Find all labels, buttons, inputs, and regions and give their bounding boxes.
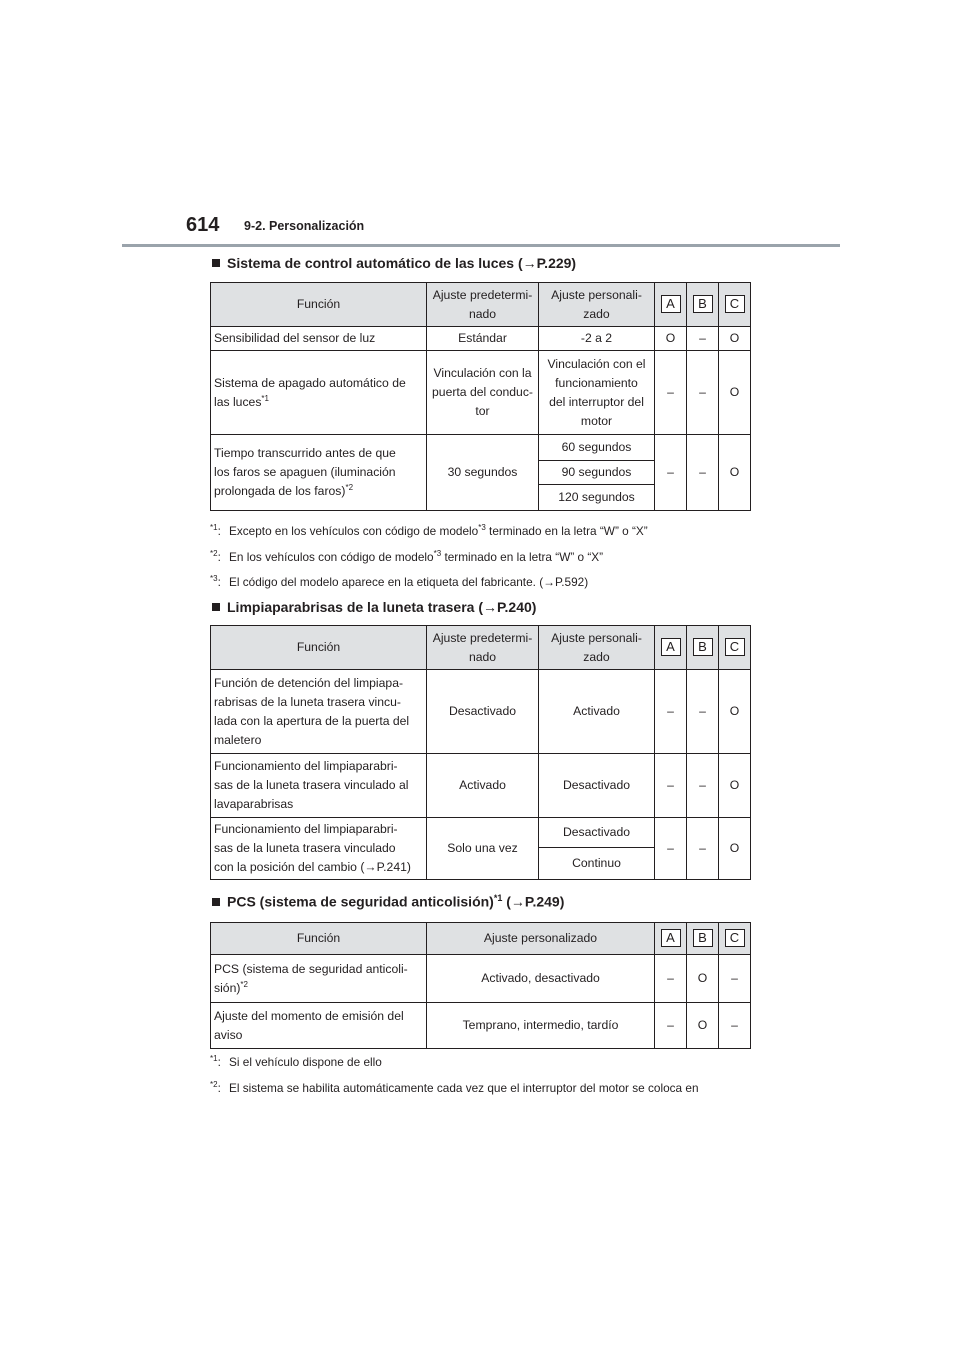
cell-c: – [719,1003,751,1049]
header-c [719,283,751,327]
square-bullet-icon [212,898,220,906]
page-ref-link[interactable]: P.241) [376,860,411,874]
cell-b: – [687,754,719,818]
box-c-icon: C [725,638,745,656]
footnote: $^{*2}$: El sistema se habilita automáticamente cada vez que el interruptor del motor se coloca en [210,1080,699,1095]
cell-a: – [655,670,687,754]
cell-custom-option: 90 segundos [539,461,655,485]
cell-b: O [687,955,719,1003]
table-header-row [211,923,751,955]
cell-function: Sensibilidad del sensor de luz [211,327,427,351]
cell-a: – [655,1003,687,1049]
cell-custom: Vinculación con el funcionamiento del interruptor del motor [539,351,655,435]
table-pcs [210,922,751,1049]
table-header-row [211,626,751,670]
cell-function: Función de detención del limpiapa- rabrisas de la luneta trasera vincu- lada con la apertura de la puerta del maletero [211,670,427,754]
header-funcion: Función [211,923,427,955]
cell-c: O [719,818,751,880]
footnote-ref: *1 [261,393,269,403]
section-title-pcs: PCS (sistema de seguridad anticolisión)$^{*1}$ (→P.249) [212,893,564,910]
cell-b: – [687,818,719,880]
cell-a: – [655,435,687,511]
cell-a: – [655,818,687,880]
cell-custom: Desactivado [539,754,655,818]
footnote: $^{*3}$: El código del modelo aparece en la etiqueta del fabricante. (→P.592) [210,574,589,589]
footnote-ref: *2 [240,979,248,989]
cell-function: Funcionamiento del limpiaparabri- sas de la luneta trasera vinculado con la posición del cambio (→P.241) [211,818,427,880]
square-bullet-icon [212,259,220,267]
table-luces [210,282,751,511]
section-title-limpiaparabrisas: Limpiaparabrisas de la luneta trasera (→P.240) [212,599,536,615]
cell-custom: Activado [539,670,655,754]
table-limpiaparabrisas [210,625,751,880]
cell-default: Solo una vez [427,818,539,880]
header-c [719,923,751,955]
cell-a: – [655,754,687,818]
cell-custom-option: 60 segundos [539,435,655,461]
cell-b: – [687,670,719,754]
cell-default: 30 segundos [427,435,539,511]
footnote-ref: *1 [493,893,503,903]
header-custom: Ajuste personalizado [427,923,655,955]
header-b [687,626,719,670]
table-row [211,327,751,351]
cell-c: O [719,351,751,435]
cell-a: – [655,351,687,435]
arrow-icon: → [483,599,497,615]
table-row [211,818,751,848]
header-default: Ajuste predetermi- nado [427,626,539,670]
footnote-ref: *2 [345,482,354,492]
table-row [211,351,751,435]
cell-c: O [719,435,751,511]
header-funcion: Función [211,283,427,327]
cell-b: – [687,351,719,435]
cell-function: Tiempo transcurrido antes de que los faros se apaguen (iluminación prolongada de los faros)$^{*2}$ [211,435,427,511]
square-bullet-icon [212,603,220,611]
cell-default: Activado [427,754,539,818]
page-ref-link[interactable]: P.592) [554,574,589,589]
cell-c: O [719,754,751,818]
box-c-icon: C [725,929,745,947]
cell-c: O [719,670,751,754]
table-row [211,670,751,754]
cell-a: – [655,955,687,1003]
header-custom: Ajuste personali- zado [539,283,655,327]
cell-custom-option: Desactivado [539,818,655,848]
page-number: 614 [186,214,220,236]
cell-custom-option: Continuo [539,848,655,880]
cell-custom: Temprano, intermedio, tardío [427,1003,655,1049]
cell-c: – [719,955,751,1003]
footnote: $^{*1}$: Si el vehículo dispone de ello [210,1054,382,1069]
box-a-icon: A [661,929,681,947]
box-b-icon: B [693,638,713,656]
cell-function: Ajuste del momento de emisión del aviso [211,1003,427,1049]
arrow-icon: → [364,860,377,874]
cell-custom-option: 120 segundos [539,485,655,511]
header-b [687,923,719,955]
header-b [687,283,719,327]
table-header-row [211,283,751,327]
arrow-icon: → [543,574,555,589]
table-row [211,955,751,1003]
header-a [655,626,687,670]
header-rule [122,244,840,247]
header-funcion: Función [211,626,427,670]
table-row [211,1003,751,1049]
cell-b: O [687,1003,719,1049]
cell-b: – [687,327,719,351]
cell-function: Funcionamiento del limpiaparabri- sas de la luneta trasera vinculado al lavaparabrisas [211,754,427,818]
cell-function: Sistema de apagado automático de las luces$^{*1}$ [211,351,427,435]
cell-b: – [687,435,719,511]
cell-custom: Activado, desactivado [427,955,655,1003]
box-b-icon: B [693,295,713,313]
chapter-title: 9-2. Personalización [244,219,365,233]
cell-function: PCS (sistema de seguridad anticoli- sión)$^{*2}$ [211,955,427,1003]
page-ref-link[interactable]: P.240) [497,599,537,615]
box-b-icon: B [693,929,713,947]
table-row [211,435,751,461]
box-a-icon: A [661,638,681,656]
header-a [655,923,687,955]
cell-default: Estándar [427,327,539,351]
header-default: Ajuste predetermi- nado [427,283,539,327]
arrow-icon: → [522,255,537,271]
header-a [655,283,687,327]
page-ref-link[interactable]: P.249) [524,893,565,910]
section-title-luces: Sistema de control automático de las luces (→P.229) [212,255,576,271]
footnote: $^{*2}$: En los vehículos con código de modelo$^{*3}$ terminado en la letra “W” o “X” [210,549,604,564]
header-c [719,626,751,670]
cell-a: O [655,327,687,351]
cell-custom: -2 a 2 [539,327,655,351]
box-a-icon: A [661,295,681,313]
footnote: $^{*1}$: Excepto en los vehículos con código de modelo$^{*3}$ terminado en la letra “W” o “X” [210,523,648,538]
page-ref-link[interactable]: P.229) [536,255,577,271]
cell-default: Desactivado [427,670,539,754]
header-custom: Ajuste personali- zado [539,626,655,670]
table-row [211,754,751,818]
box-c-icon: C [725,295,745,313]
cell-c: O [719,327,751,351]
cell-default: Vinculación con la puerta del conduc- tor [427,351,539,435]
arrow-icon: → [510,893,525,910]
